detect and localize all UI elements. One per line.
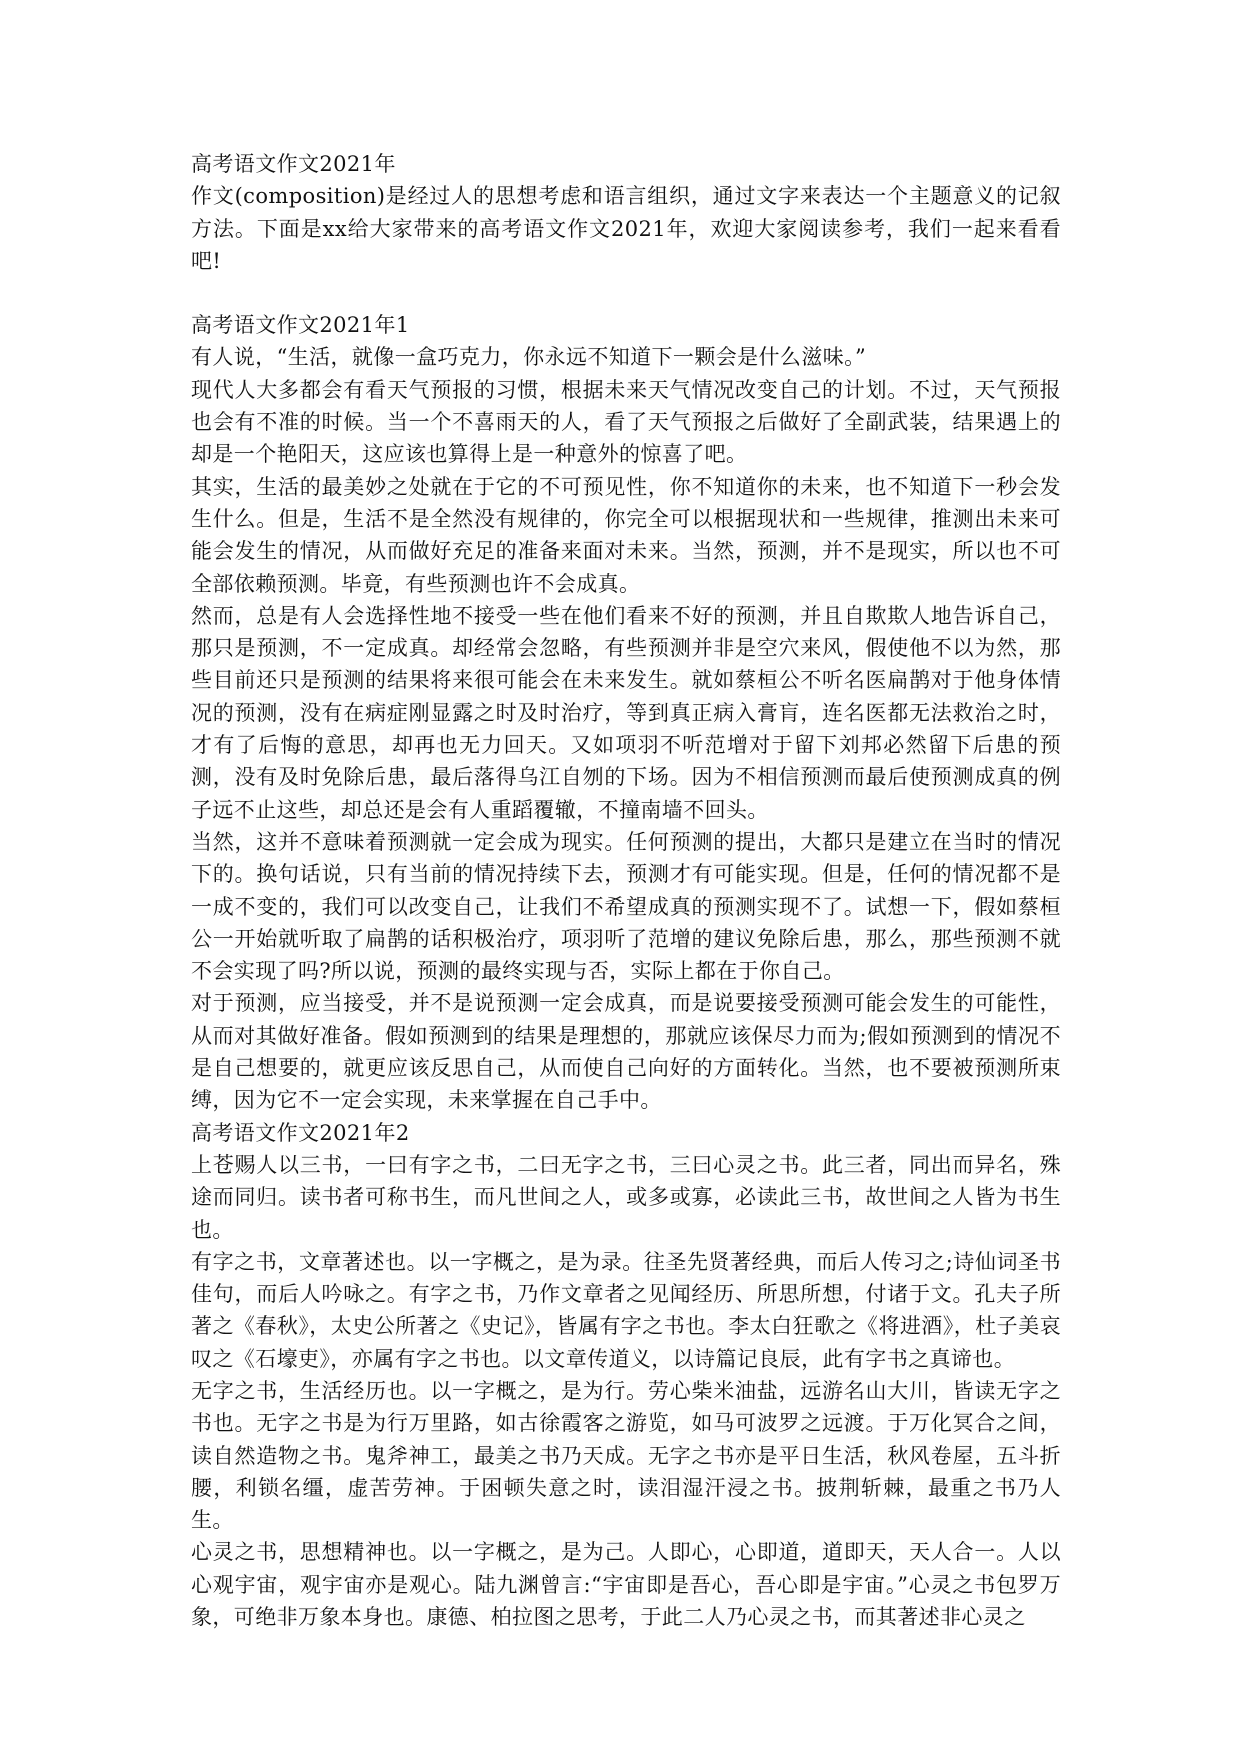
blank-line xyxy=(191,277,1061,309)
intro-paragraph: 作文(composition)是经过人的思想考虑和语言组织，通过文字来表达一个主题意义的记叙方法。下面是xx给大家带来的高考语文作文2021年，欢迎大家阅读参考，我们一起来看看吧! xyxy=(191,184,1061,273)
essay-1-paragraph: 现代人大多都会有看天气预报的习惯，根据未来天气情况改变自己的计划。不过，天气预报也会有不准的时候。当一个不喜雨天的人，看了天气预报之后做好了全副武装，结果遇上的却是一个艳阳天，这应该也算得上是一种意外的惊喜了吧。 xyxy=(191,377,1061,467)
essay-1-paragraph: 当然，这并不意味着预测就一定会成为现实。任何预测的提出，大都只是建立在当时的情况下的。换句话说，只有当前的情况持续下去，预测才有可能实现。但是，任何的情况都不是一成不变的，我们可以改变自己，让我们不希望成真的预测实现不了。试想一下，假如蔡桓公一开始就听取了扁鹊的话积极治疗，项羽听了范增的建议免除后患，那么，那些预测不就不会实现了吗?所以说，预测的最终实现与否，实际上都在于你自己。 xyxy=(191,829,1061,984)
essay-2-paragraph: 心灵之书，思想精神也。以一字概之，是为己。人即心，心即道，道即天，天人合一。人以心观宇宙，观宇宙亦是观心。陆九渊曾言:“宇宙即是吾心，吾心即是宇宙。”心灵之书包罗万象，可绝非万象本身也。康德、柏拉图之思考，于此二人乃心灵之书，而其著述非心灵之 xyxy=(191,1540,1061,1630)
essay-1-title: 高考语文作文2021年1 xyxy=(191,313,410,338)
essay-2-title: 高考语文作文2021年2 xyxy=(191,1120,410,1145)
essay-2-paragraph: 无字之书，生活经历也。以一字概之，是为行。劳心柴米油盐，远游名山大川，皆读无字之书也。无字之书是为行万里路，如古徐霞客之游览，如马可波罗之远渡。于万化冥合之间，读自然造物之书。鬼斧神工，最美之书乃天成。无字之书亦是平日生活，秋风卷屋，五斗折腰，利锁名缰，虚苦劳神。于困顿失意之时，读泪湿汗浸之书。披荆斩棘，最重之书乃人生。 xyxy=(191,1378,1061,1533)
essay-2-paragraph: 上苍赐人以三书，一曰有字之书，二曰无字之书，三曰心灵之书。此三者，同出而异名，殊途而同归。读书者可称书生，而凡世间之人，或多或寡，必读此三书，故世间之人皆为书生也。 xyxy=(191,1152,1061,1242)
essay-1-paragraph: 有人说，“生活，就像一盒巧克力，你永远不知道下一颗会是什么滋味。” xyxy=(191,345,867,370)
essay-1-paragraph: 对于预测，应当接受，并不是说预测一定会成真，而是说要接受预测可能会发生的可能性，从而对其做好准备。假如预测到的结果是理想的，那就应该保尽力而为;假如预测到的情况不是自己想要的，就更应该反思自己，从而使自己向好的方面转化。当然，也不要被预测所束缚，因为它不一定会实现，未来掌握在自己手中。 xyxy=(191,991,1061,1113)
essay-1-paragraph: 其实，生活的最美妙之处就在于它的不可预见性，你不知道你的未来，也不知道下一秒会发生什么。但是，生活不是全然没有规律的，你完全可以根据现状和一些规律，推测出未来可能会发生的情况，从而做好充足的准备来面对未来。当然，预测，并不是现实，所以也不可全部依赖预测。毕竟，有些预测也许不会成真。 xyxy=(191,474,1061,596)
essay-1-paragraph: 然而，总是有人会选择性地不接受一些在他们看来不好的预测，并且自欺欺人地告诉自己，那只是预测，不一定成真。却经常会忽略，有些预测并非是空穴来风，假使他不以为然，那些目前还只是预测的结果将来很可能会在未来发生。就如蔡桓公不听名医扁鹊对于他身体情况的预测，没有在病症刚显露之时及时治疗，等到真正病入膏肓，连名医都无法救治之时，才有了后悔的意思，却再也无力回天。又如项羽不听范增对于留下刘邦必然留下后患的预测，没有及时免除后患，最后落得乌江自刎的下场。因为不相信预测而最后使预测成真的例子远不止这些，却总还是会有人重蹈覆辙，不撞南墙不回头。 xyxy=(191,603,1061,822)
document-body xyxy=(191,148,1061,1633)
document-title: 高考语文作文2021年 xyxy=(191,152,396,176)
essay-2-paragraph: 有字之书，文章著述也。以一字概之，是为录。往圣先贤著经典，而后人传习之;诗仙词圣书佳句，而后人吟咏之。有字之书，乃作文章者之见闻经历、所思所想，付诸于文。孔夫子所著之《春秋》，太史公所著之《史记》，皆属有字之书也。李太白狂歌之《将进酒》，杜子美哀叹之《石壕吏》，亦属有字之书也。以文章传道义，以诗篇记良辰，此有字书之真谛也。 xyxy=(191,1249,1061,1371)
